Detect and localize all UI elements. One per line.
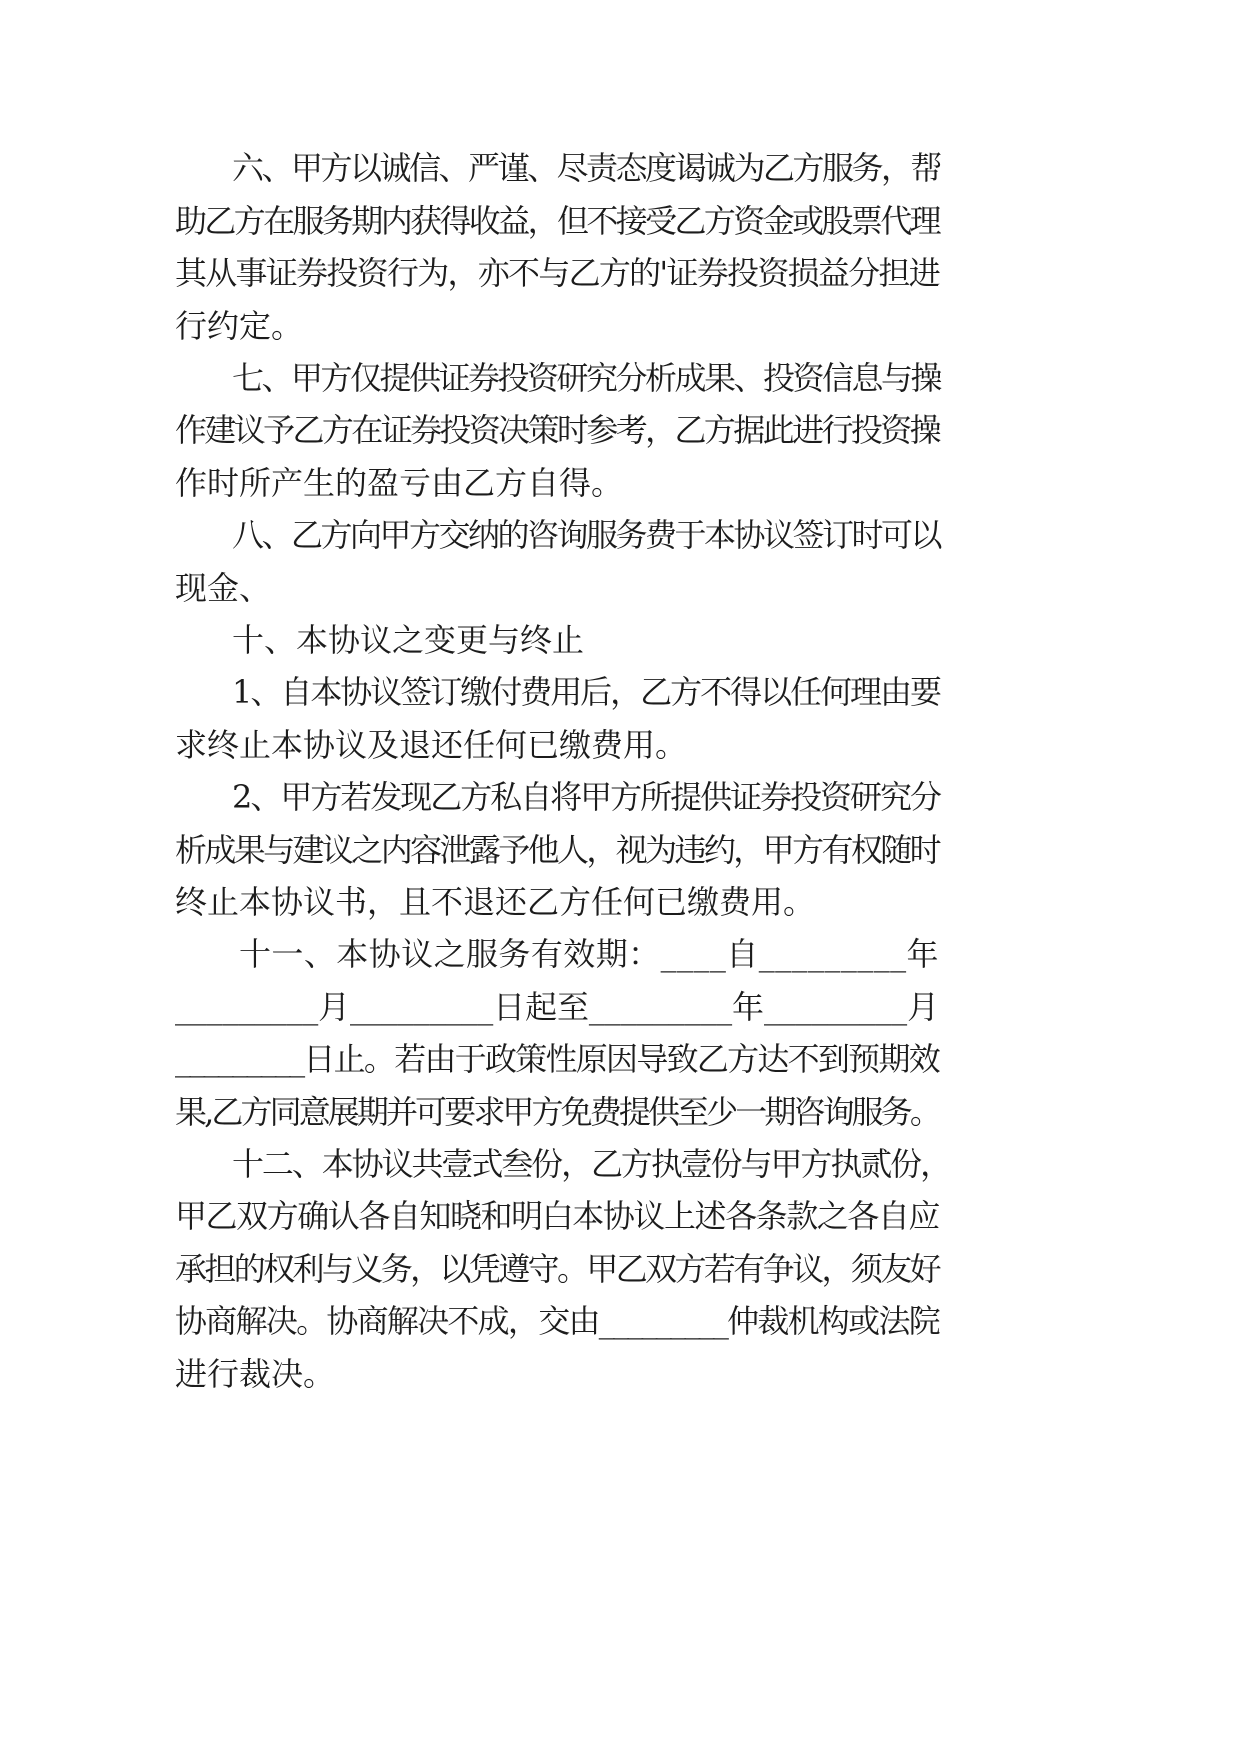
clause-6-line-1: 六、甲方以诚信、严谨、尽责态度谒诚为乙方服务，帮 (232, 149, 940, 187)
clause-11-line-4: 果,乙方同意展期并可要求甲方免费提供至少一期咨询服务。 (175, 1093, 939, 1131)
clause-7-line-3: 作时所产生的盈亏由乙方自得。 (175, 464, 624, 502)
clause-12-line-1: 十二、本协议共壹式叁份，乙方执壹份与甲方执贰份， (232, 1145, 950, 1183)
clause-6-line-3: 其从事证券投资行为，亦不与乙方的'证券投资损益分担进 (175, 254, 939, 292)
clause-7-line-2: 作建议予乙方在证券投资决策时参考，乙方据此进行投资操 (175, 411, 939, 449)
clause-10-item-2-line-1: 2、甲方若发现乙方私自将甲方所提供证券投资研究分 (232, 778, 940, 816)
clause-12-line-3: 承担的权利与义务，以凭遵守。甲乙双方若有争议，须友好 (175, 1250, 939, 1288)
clause-8-line-1: 八、乙方向甲方交纳的咨询服务费于本协议签订时可以 (232, 516, 940, 554)
clause-11-line-2: _________月_________日起至_________年_________月 (175, 988, 939, 1026)
clause-10-item-2-line-2: 析成果与建议之内容泄露予他人，视为违约，甲方有权随时 (175, 831, 939, 869)
clause-6-line-2: 助乙方在服务期内获得收益，但不接受乙方资金或股票代理 (175, 202, 939, 240)
clause-6-line-4: 行约定。 (175, 307, 304, 345)
clause-10-item-1-line-1: 1、自本协议签订缴付费用后，乙方不得以任何理由要 (232, 673, 940, 711)
clause-12-line-2: 甲乙双方确认各自知晓和明白本协议上述各条款之各自应 (175, 1197, 939, 1235)
clause-12-line-5: 进行裁决。 (175, 1355, 336, 1393)
clause-12-line-4: 协商解决。协商解决不成，交由_________仲裁机构或法院 (175, 1302, 939, 1340)
clause-10-item-2-line-3: 终止本协议书，且不退还乙方任何已缴费用。 (175, 883, 816, 921)
clause-10-heading: 十、本协议之变更与终止 (232, 621, 585, 659)
clause-11-line-3: _________日止。若由于政策性原因导致乙方达不到预期效 (175, 1040, 939, 1078)
clause-7-line-1: 七、甲方仅提供证券投资研究分析成果、投资信息与操 (232, 359, 940, 397)
clause-10-item-1-line-2: 求终止本协议及退还任何已缴费用。 (175, 726, 688, 764)
clause-8-line-2: 现金、 (175, 569, 272, 607)
clause-11-line-1: 十一、本协议之服务有效期：____自_________年 (239, 935, 939, 973)
